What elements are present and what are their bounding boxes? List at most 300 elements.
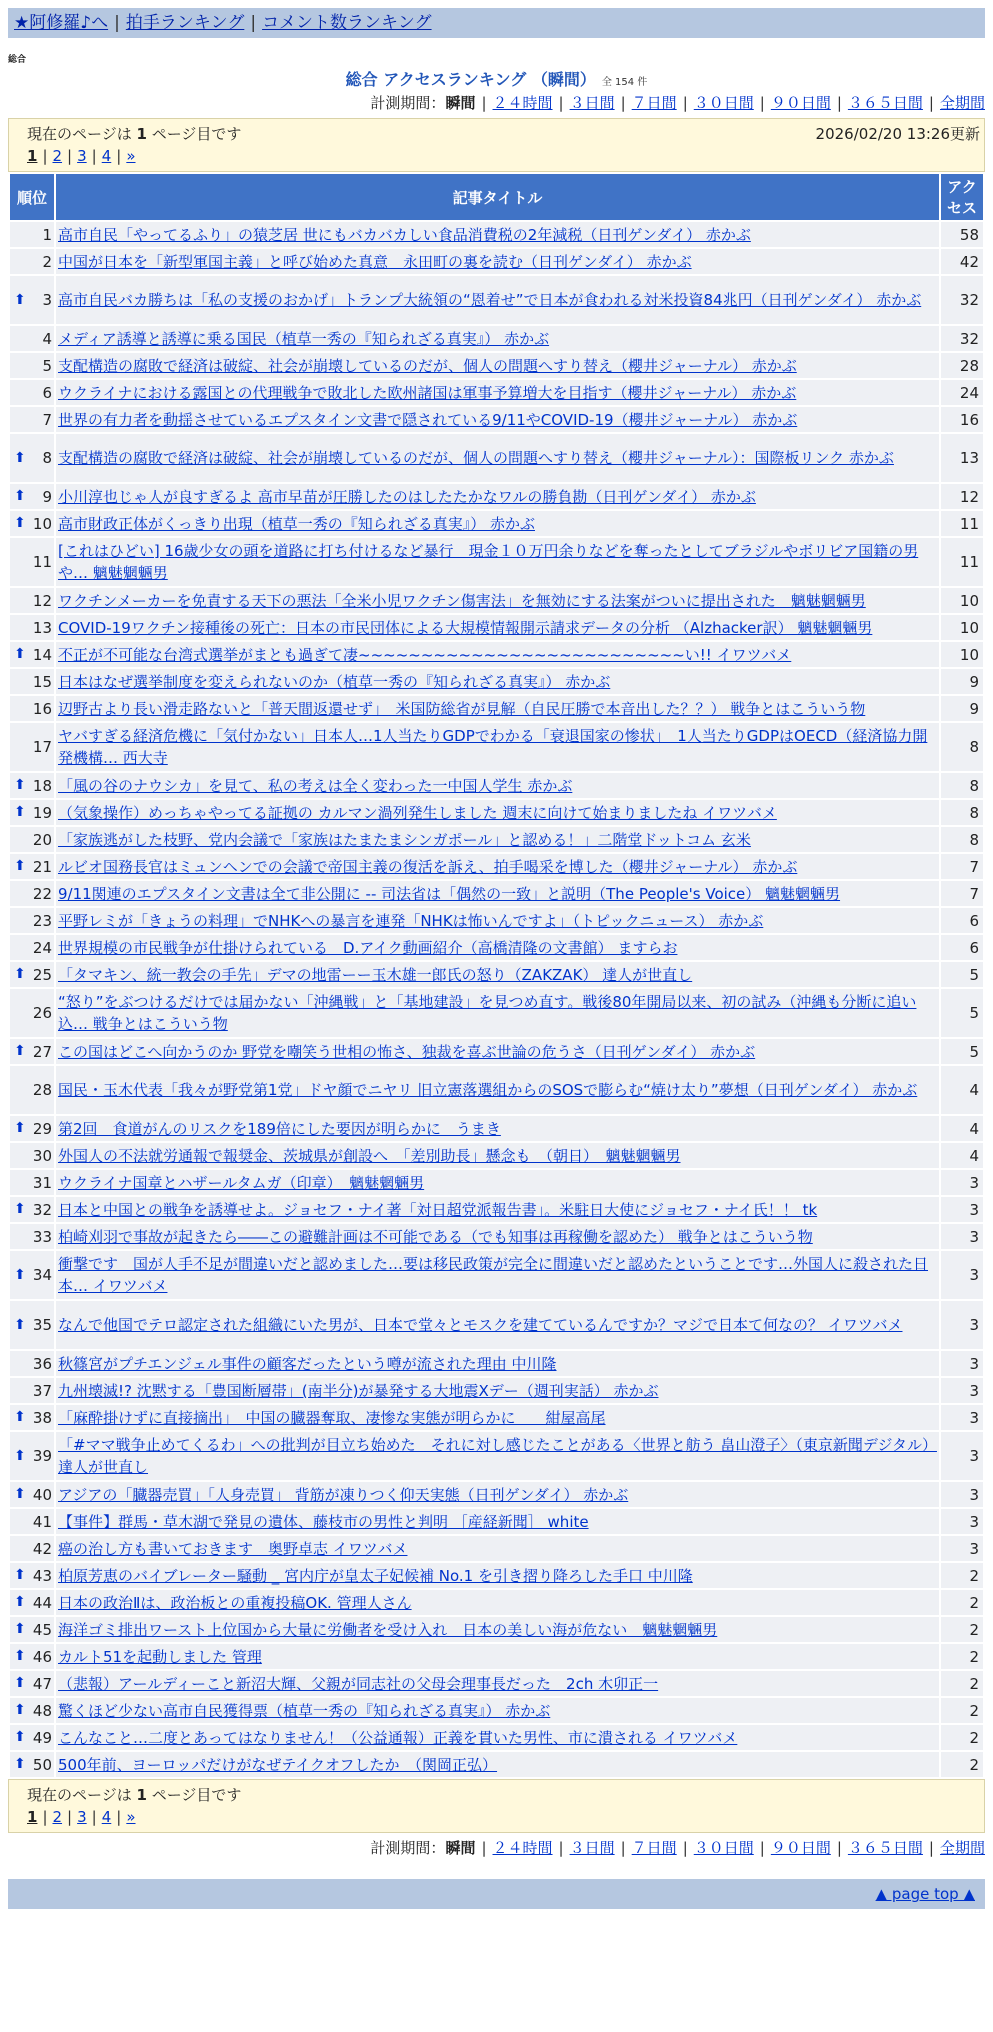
rank-cell — [10, 773, 54, 798]
rank-up-arrow-icon: ⬆ — [14, 965, 26, 982]
rank-number: 7 — [42, 410, 52, 429]
rank-up-arrow-icon: ⬆ — [14, 1119, 26, 1136]
total-count: 全 154 件 — [601, 77, 648, 88]
article-link[interactable]: 日本の政治Ⅱは、政治板との重複投稿OK. 管理人さん — [58, 1594, 412, 1612]
rank-cell — [10, 723, 54, 771]
rank-up-arrow-icon: ⬆ — [14, 1647, 26, 1664]
period-link[interactable]: 全期間 — [939, 1839, 985, 1857]
access-count: 3 — [941, 1351, 983, 1376]
page-status-prefix: 現在のページは — [27, 125, 132, 143]
article-link[interactable]: 中国が日本を「新型軍国主義」と呼び始めた真意 永田町の裏を読む（日刊ゲンダイ） 赤かぶ — [58, 253, 692, 271]
rank-cell — [10, 380, 54, 405]
access-count: 7 — [941, 854, 983, 879]
period-separator: | — [558, 1839, 564, 1857]
article-link[interactable]: ウクライナにおける露国との代理戦争で敗北した欧州諸国は軍事予算増大を目指す（櫻井ジャーナル） 赤かぶ — [58, 384, 797, 402]
updated-time: 2026/02/20 13:26更新 — [815, 125, 980, 143]
article-link[interactable]: アジアの「臓器売買」「人身売買」 背筋が凍りつく仰天実態（日刊ゲンダイ） 赤かぶ — [58, 1486, 629, 1504]
article-link[interactable]: 支配構造の腐敗で経済は破綻、社会が崩壊しているのだが、個人の問題へすり替え（櫻井ジャーナル）：国際板リンク 赤かぶ — [58, 449, 894, 467]
title-cell — [56, 881, 939, 906]
rank-number: 29 — [32, 1119, 52, 1138]
rank-number: 43 — [32, 1566, 52, 1585]
page-title — [8, 68, 985, 92]
table-row — [10, 1039, 983, 1064]
title-cell — [56, 249, 939, 274]
title-cell — [56, 1143, 939, 1168]
rank-up-arrow-icon: ⬆ — [14, 776, 26, 793]
rank-number: 18 — [32, 776, 52, 795]
table-row — [10, 935, 983, 960]
table-row — [10, 1725, 983, 1750]
title-cell — [56, 1066, 939, 1114]
rank-cell — [10, 1301, 54, 1349]
rank-cell — [10, 1170, 54, 1195]
access-count: 4 — [941, 1066, 983, 1114]
rank-cell — [10, 1251, 54, 1299]
title-cell — [56, 484, 939, 509]
rank-cell — [10, 1509, 54, 1534]
title-cell — [56, 1405, 939, 1430]
access-count: 2 — [941, 1671, 983, 1696]
table-row — [10, 1752, 983, 1777]
period-link[interactable]: ２４時間 — [492, 1839, 553, 1857]
article-link[interactable]: 支配構造の腐敗で経済は破綻、社会が崩壊しているのだが、個人の問題へすり替え（櫻井ジャーナル） 赤かぶ — [58, 357, 797, 375]
access-count: 6 — [941, 935, 983, 960]
title-cell — [56, 1197, 939, 1222]
rank-up-arrow-icon: ⬆ — [14, 1566, 26, 1583]
rank-up-arrow-icon: ⬆ — [14, 1485, 26, 1502]
article-link[interactable]: 第2回 食道がんのリスクを189倍にした要因が明らかに うまき — [58, 1120, 501, 1138]
rank-up-arrow-icon: ⬆ — [14, 1755, 26, 1772]
page-separator: | — [116, 1808, 122, 1826]
rank-cell — [10, 1752, 54, 1777]
table-row — [10, 854, 983, 879]
rank-up-arrow-icon: ⬆ — [14, 857, 26, 874]
title-cell — [56, 538, 939, 586]
article-link[interactable]: 日本と中国との戦争を誘導せよ。ジョセフ・ナイ著「対日超党派報告書」。米駐日大使にジョセフ・ナイ氏！！ tk — [58, 1201, 818, 1219]
article-link[interactable]: 「麻酔掛けずに直接摘出」 中国の臓器奪取、凄惨な実態が明らかに 紺屋高尾 — [58, 1409, 606, 1427]
article-link[interactable]: 外国人の不法就労通報で報奨金、茨城県が創設へ 「差別助長」懸念も （朝日） 魑魅魍魎男 — [58, 1147, 681, 1165]
title-cell — [56, 1509, 939, 1534]
article-link[interactable]: ルビオ国務長官はミュンヘンでの会議で帝国主義の復活を訴え、拍手喝采を博した（櫻井ジャーナル） 赤かぶ — [58, 858, 798, 876]
access-count: 8 — [941, 827, 983, 852]
rank-number: 45 — [32, 1620, 52, 1639]
title-cell — [56, 353, 939, 378]
table-row — [10, 1644, 983, 1669]
rank-number: 42 — [32, 1539, 52, 1558]
rank-cell — [10, 1725, 54, 1750]
article-link[interactable]: ウクライナ国章とハザールタムガ（印章） 魑魅魍魎男 — [58, 1174, 425, 1192]
article-link[interactable]: 「風の谷のナウシカ」を見て、私の考えは全く変わった一中国人学生 赤かぶ — [58, 777, 573, 795]
rank-cell — [10, 1378, 54, 1403]
top-nav — [8, 8, 985, 38]
rank-number: 48 — [32, 1701, 52, 1720]
header-access: アクセス — [941, 174, 983, 220]
rank-number: 44 — [32, 1593, 52, 1612]
article-link[interactable]: カルト51を起動しました 管理 — [58, 1648, 262, 1666]
article-link[interactable]: こんなこと…二度とあってはなりません！（公益通報）正義を貫いた男性、市に潰される イワツバメ — [58, 1729, 738, 1747]
title-cell — [56, 276, 939, 324]
rank-up-arrow-icon: ⬆ — [14, 1200, 26, 1217]
table-row — [10, 800, 983, 825]
title-cell — [56, 696, 939, 721]
access-count: 42 — [941, 249, 983, 274]
article-link[interactable]: 高市自民バカ勝ちは「私の支援のおかげ」トランプ大統領の“恩着せ”で日本が食われる対米投資84兆円（日刊ゲンダイ） 赤かぶ — [58, 291, 922, 309]
access-count: 5 — [941, 1039, 983, 1064]
table-row — [10, 642, 983, 667]
rank-number: 32 — [32, 1200, 52, 1219]
rank-number: 25 — [32, 965, 52, 984]
rank-cell — [10, 908, 54, 933]
page-top-link[interactable]: ▲ page top ▲ — [875, 1885, 975, 1903]
article-link[interactable]: 驚くほど少ない高市自民獲得票（植草一秀の『知られざる真実』） 赤かぶ — [58, 1702, 551, 1720]
rank-cell — [10, 1405, 54, 1430]
access-count: 4 — [941, 1116, 983, 1141]
table-row — [10, 1482, 983, 1507]
page-link[interactable]: 4 — [101, 1808, 112, 1826]
page-link[interactable]: 4 — [101, 147, 112, 165]
page-links-bottom — [27, 1806, 980, 1828]
rank-up-arrow-icon: ⬆ — [14, 450, 26, 466]
article-link[interactable]: COVID-19ワクチン接種後の死亡：日本の市民団体による大規模情報開示請求データの分析 （Alzhacker訳） 魑魅魍魎男 — [58, 619, 873, 637]
rank-cell — [10, 696, 54, 721]
rank-cell — [10, 800, 54, 825]
article-link[interactable]: ヤバすぎる経済危機に「気付かない」日本人…1人当たりGDPでわかる「衰退国家の惨状」 1人当たりGDPはOECD（経済協力開発機構… 西大寺 — [58, 727, 928, 767]
access-count: 11 — [941, 511, 983, 536]
nav-link-applause-ranking[interactable]: 拍手ランキング — [125, 13, 245, 33]
table-row — [10, 1224, 983, 1249]
title-cell — [56, 1251, 939, 1299]
rank-cell — [10, 538, 54, 586]
rank-number: 8 — [42, 449, 52, 467]
rank-cell — [10, 353, 54, 378]
rank-number: 22 — [32, 884, 52, 903]
pager-bottom — [8, 1779, 985, 1833]
access-count: 3 — [941, 1482, 983, 1507]
period-link[interactable]: ９０日間 — [770, 94, 831, 112]
title-cell — [56, 989, 939, 1037]
title-cell — [56, 1432, 939, 1480]
page-status-number: 1 — [136, 1786, 147, 1804]
article-link[interactable]: この国はどこへ向かうのか 野党を嘲笑う世相の怖さ、独裁を喜ぶ世論の危うさ（日刊ゲンダイ） 赤かぶ — [58, 1043, 756, 1061]
article-link[interactable]: ワクチンメーカーを免責する天下の悪法「全米小児ワクチン傷害法」を無効にする法案がついに提出された 魑魅魍魎男 — [58, 592, 866, 610]
page-link[interactable]: 2 — [52, 1808, 63, 1826]
page-links — [27, 145, 980, 167]
article-link[interactable]: 小川淳也じゃ人が良すぎるよ 高市早苗が圧勝したのはしたたかなワルの勝負勘（日刊ゲンダイ） 赤かぶ — [58, 488, 756, 506]
page-separator: | — [67, 1808, 73, 1826]
access-count: 10 — [941, 642, 983, 667]
period-nav-bottom — [8, 1837, 985, 1859]
access-count: 2 — [941, 1752, 983, 1777]
rank-up-arrow-icon: ⬆ — [14, 1267, 26, 1283]
article-link[interactable]: 9/11関連のエプスタイン文書は全て非公開に -- 司法省は「偶然の一致」と説明（The People's Voice） 魑魅魍魎男 — [58, 885, 841, 903]
article-link[interactable]: 不正が不可能な台湾式選挙がまとも過ぎて凄~~~~~~~~~~~~~~~~~~~~~~~~~~い!! イワツバメ — [58, 646, 792, 664]
article-link[interactable]: 「家族逃がした枝野、党内会議で「家族はたまたまシンガポール」と認める！」二階堂ドットコム 玄米 — [58, 831, 751, 849]
rank-cell — [10, 1536, 54, 1561]
table-row — [10, 908, 983, 933]
access-count: 13 — [941, 434, 983, 482]
table-row — [10, 1066, 983, 1114]
rank-up-arrow-icon: ⬆ — [14, 1448, 26, 1464]
access-count: 8 — [941, 800, 983, 825]
rank-cell — [10, 1482, 54, 1507]
article-link[interactable]: 柏原芳恵のバイブレーター騒動 _ 宮内庁が皇太子妃候補 No.1 を引き摺り降ろした手口 中川隆 — [58, 1567, 693, 1585]
article-link[interactable]: [これはひどい] 16歳少女の頭を道路に打ち付けるなど暴行 現金１０万円余りなどを奪ったとしてブラジルやボリビア国籍の男や… 魑魅魍魎男 — [58, 542, 919, 582]
title-cell — [56, 1170, 939, 1195]
access-count: 3 — [941, 1378, 983, 1403]
rank-up-arrow-icon: ⬆ — [14, 1728, 26, 1745]
table-row — [10, 1671, 983, 1696]
pager-top — [8, 118, 985, 172]
period-link[interactable]: ９０日間 — [770, 1839, 831, 1857]
article-link[interactable]: メディア誘導と誘導に乗る国民（植草一秀の『知られざる真実』） 赤かぶ — [58, 330, 550, 348]
rank-cell — [10, 615, 54, 640]
period-separator: | — [836, 1839, 842, 1857]
article-link[interactable]: 高市財政正体がくっきり出現（植草一秀の『知られざる真実』） 赤かぶ — [58, 515, 535, 533]
access-count: 3 — [941, 1301, 983, 1349]
rank-cell — [10, 669, 54, 694]
title-cell — [56, 800, 939, 825]
article-link[interactable]: （気象操作）めっちゃやってる証拠の カルマン渦列発生しました 週末に向けて始まりましたね イワツバメ — [58, 804, 777, 822]
rank-cell — [10, 881, 54, 906]
page-separator: | — [91, 1808, 97, 1826]
access-count: 5 — [941, 962, 983, 987]
title-cell — [56, 1116, 939, 1141]
rank-cell — [10, 1563, 54, 1588]
table-row — [10, 1698, 983, 1723]
title-cell — [56, 1617, 939, 1642]
period-separator: | — [620, 94, 626, 112]
article-link[interactable]: 海洋ゴミ排出ワースト上位国から大量に労働者を受け入れ 日本の美しい海が危ない 魑魅魍魎男 — [58, 1621, 718, 1639]
rank-number: 41 — [32, 1512, 52, 1531]
table-row — [10, 1563, 983, 1588]
period-link[interactable]: ３日間 — [569, 94, 615, 112]
rank-number: 46 — [32, 1647, 52, 1666]
access-count: 32 — [941, 326, 983, 351]
access-count: 12 — [941, 484, 983, 509]
title-cell — [56, 1563, 939, 1588]
access-count: 2 — [941, 1590, 983, 1615]
title-cell — [56, 326, 939, 351]
rank-cell — [10, 1617, 54, 1642]
rank-cell — [10, 1644, 54, 1669]
page-separator: | — [116, 147, 122, 165]
page-link[interactable]: 3 — [77, 147, 87, 165]
rank-cell — [10, 249, 54, 274]
page-link[interactable]: 3 — [77, 1808, 87, 1826]
rank-number: 26 — [32, 1004, 52, 1022]
table-row — [10, 326, 983, 351]
category-label: 総合 — [8, 55, 27, 65]
rank-number: 13 — [32, 618, 52, 637]
rank-cell — [10, 222, 54, 247]
period-link[interactable]: ３６５日間 — [847, 1839, 923, 1857]
table-row — [10, 669, 983, 694]
period-link[interactable]: ７日間 — [631, 94, 677, 112]
table-row — [10, 962, 983, 987]
article-link[interactable]: 癌の治し方も書いておきます 奥野卓志 イワツバメ — [58, 1540, 408, 1558]
article-link[interactable]: 高市自民「やってるふり」の猿芝居 世にもバカバカしい食品消費税の2年減税（日刊ゲンダイ） 赤かぶ — [58, 226, 751, 244]
rank-number: 24 — [32, 938, 52, 957]
article-link[interactable]: 柏崎刈羽で事故が起きたら――この避難計画は不可能である（でも知事は再稼働を認めた） 戦争とはこういう物 — [58, 1228, 813, 1246]
rank-cell — [10, 935, 54, 960]
rank-number: 35 — [32, 1316, 52, 1334]
table-row — [10, 1301, 983, 1349]
rank-cell — [10, 1351, 54, 1376]
title-cell — [56, 1536, 939, 1561]
access-count: 10 — [941, 615, 983, 640]
article-link[interactable]: 九州壊滅!? 沈黙する「豊国断層帯」(南半分)が暴発する大地震Xデー（週刊実話） 赤かぶ — [58, 1382, 659, 1400]
rank-cell — [10, 1590, 54, 1615]
period-separator: | — [682, 1839, 688, 1857]
access-count: 28 — [941, 353, 983, 378]
period-separator: | — [836, 94, 842, 112]
period-link[interactable]: ３日間 — [569, 1839, 615, 1857]
table-row — [10, 1617, 983, 1642]
table-row — [10, 1405, 983, 1430]
period-nav-top — [8, 92, 985, 114]
rank-cell — [10, 511, 54, 536]
access-count: 8 — [941, 723, 983, 771]
article-link[interactable]: “怒り”をぶつけるだけでは届かない「沖縄戦」と「基地建設」を見つめ直す。戦後80年開局以来、初の試み（沖縄も分断に追い込… 戦争とはこういう物 — [58, 993, 917, 1033]
page-link[interactable]: 2 — [52, 147, 63, 165]
article-link[interactable]: 平野レミが「きょうの料理」でNHKへの暴言を連発「NHKは怖いんですよ」（トピックニュース） 赤かぶ — [58, 912, 764, 930]
article-link[interactable]: 日本はなぜ選挙制度を変えられないのか（植草一秀の『知られざる真実』） 赤かぶ — [58, 673, 611, 691]
period-separator: | — [928, 1839, 934, 1857]
rank-cell — [10, 1116, 54, 1141]
rank-cell — [10, 484, 54, 509]
rank-cell — [10, 1432, 54, 1480]
rank-up-arrow-icon: ⬆ — [14, 645, 26, 662]
access-count: 2 — [941, 1698, 983, 1723]
access-count: 3 — [941, 1197, 983, 1222]
access-count: 2 — [941, 1725, 983, 1750]
rank-cell — [10, 1197, 54, 1222]
title-cell — [56, 434, 939, 482]
title-cell — [56, 962, 939, 987]
access-count: 10 — [941, 588, 983, 613]
rank-number: 3 — [42, 291, 52, 309]
title-cell — [56, 854, 939, 879]
rank-up-arrow-icon: ⬆ — [14, 1317, 26, 1333]
access-count: 7 — [941, 881, 983, 906]
period-link[interactable]: ３６５日間 — [847, 94, 923, 112]
rank-number: 34 — [32, 1266, 52, 1284]
table-row — [10, 407, 983, 432]
rank-number: 49 — [32, 1728, 52, 1747]
rank-up-arrow-icon: ⬆ — [14, 1042, 26, 1059]
article-link[interactable]: （悲報）アールディーこと新沼大輝、父親が同志社の父母会理事長だった 2ch 木卯正一 — [58, 1675, 659, 1693]
access-count: 6 — [941, 908, 983, 933]
nav-link-asyura[interactable]: ★阿修羅♪へ — [14, 13, 109, 33]
access-count: 2 — [941, 1644, 983, 1669]
article-link[interactable]: 「タマキン、統一教会の手先」デマの地雷ーー玉木雄一郎氏の怒り（ZAKZAK） 達人が世直し — [58, 966, 693, 984]
article-link[interactable]: なんで他国でテロ認定された組織にいた男が、日本で堂々とモスクを建てているんですか？マジで日本て何なの？ イワツバメ — [58, 1316, 903, 1334]
title-cell — [56, 908, 939, 933]
period-separator: | — [759, 94, 765, 112]
period-link[interactable]: ７日間 — [631, 1839, 677, 1857]
rank-cell — [10, 1671, 54, 1696]
period-link[interactable]: ３０日間 — [693, 94, 754, 112]
period-label: 計測期間： — [370, 94, 446, 112]
table-row — [10, 1170, 983, 1195]
page-status-bottom — [27, 1784, 241, 1806]
period-current: 瞬間 — [445, 94, 476, 112]
rank-cell — [10, 1039, 54, 1064]
article-link[interactable]: 衝撃です 国が人手不足が間違いだと認めました…要は移民政策が完全に間違いだと認めたということです…外国人に殺された日本… イワツバメ — [58, 1255, 929, 1295]
rank-up-arrow-icon: ⬆ — [14, 1620, 26, 1637]
next-page-link[interactable]: » — [126, 1808, 136, 1826]
period-separator: | — [928, 94, 934, 112]
rank-number: 20 — [32, 830, 52, 849]
rank-up-arrow-icon: ⬆ — [14, 1408, 26, 1425]
access-count: 9 — [941, 669, 983, 694]
article-link[interactable]: 【事件】群馬・草木湖で発見の遺体、藤枝市の男性と判明 ［産経新聞］ white — [58, 1513, 589, 1531]
rank-up-arrow-icon: ⬆ — [14, 514, 26, 531]
access-count: 9 — [941, 696, 983, 721]
article-link[interactable]: 秋篠宮がプチエンジェル事件の顧客だったという噂が流された理由 中川隆 — [58, 1355, 557, 1373]
rank-cell — [10, 1698, 54, 1723]
period-link[interactable]: 全期間 — [939, 94, 985, 112]
rank-number: 40 — [32, 1485, 52, 1504]
title-cell — [56, 1482, 939, 1507]
title-cell — [56, 1590, 939, 1615]
access-count: 24 — [941, 380, 983, 405]
article-link[interactable]: 辺野古より長い滑走路ないと「普天間返還せず」 米国防総省が見解（自民圧勝で本音出した？？） 戦争とはこういう物 — [58, 700, 866, 718]
footer-bar — [8, 1879, 985, 1909]
table-row — [10, 1251, 983, 1299]
page-separator: | — [42, 147, 48, 165]
rank-cell — [10, 407, 54, 432]
access-count: 8 — [941, 773, 983, 798]
title-cell — [56, 1378, 939, 1403]
title-cell — [56, 511, 939, 536]
access-count: 2 — [941, 1563, 983, 1588]
access-count: 3 — [941, 1509, 983, 1534]
article-link[interactable]: 「#ママ戦争止めてくるわ」への批判が目立ち始めた それに対し感じたことがある〈世界と舫う 畠山澄子〉（東京新聞デジタル） 達人が世直し — [58, 1436, 937, 1476]
period-link[interactable]: ２４時間 — [492, 94, 553, 112]
article-link[interactable]: 国民・玉木代表「我々が野党第1党」ドヤ顔でニヤリ 旧立憲落選組からのSOSで膨らむ“焼け太り”夢想（日刊ゲンダイ） 赤かぶ — [58, 1081, 918, 1099]
table-row — [10, 881, 983, 906]
period-separator: | — [682, 94, 688, 112]
table-row — [10, 434, 983, 482]
title-cell — [56, 1351, 939, 1376]
table-row — [10, 1509, 983, 1534]
next-page-link[interactable]: » — [126, 147, 136, 165]
rank-number: 33 — [32, 1227, 52, 1246]
page-status-prefix: 現在のページは — [27, 1786, 132, 1804]
article-link[interactable]: 500年前、ヨーロッパだけがなぜテイクオフしたか （関岡正弘） — [58, 1756, 498, 1774]
rank-cell — [10, 642, 54, 667]
access-count: 11 — [941, 538, 983, 586]
table-row — [10, 222, 983, 247]
access-count: 3 — [941, 1405, 983, 1430]
table-row — [10, 827, 983, 852]
article-link[interactable]: 世界規模の市民戦争が仕掛けられている D.アイク動画紹介（高橋清隆の文書館） ますらお — [58, 939, 678, 957]
title-cell — [56, 723, 939, 771]
table-row — [10, 1197, 983, 1222]
ranking-table — [8, 172, 985, 1779]
period-link[interactable]: ３０日間 — [693, 1839, 754, 1857]
title-cell — [56, 1671, 939, 1696]
header-rank: 順位 — [10, 174, 54, 220]
article-link[interactable]: 世界の有力者を動揺させているエプスタイン文書で隠されている9/11やCOVID-19（櫻井ジャーナル） 赤かぶ — [58, 411, 798, 429]
nav-link-comment-ranking[interactable]: コメント数ランキング — [262, 13, 432, 33]
rank-number: 37 — [32, 1381, 52, 1400]
access-count: 3 — [941, 1170, 983, 1195]
title-cell — [56, 407, 939, 432]
rank-number: 50 — [32, 1755, 52, 1774]
rank-number: 6 — [42, 383, 52, 402]
